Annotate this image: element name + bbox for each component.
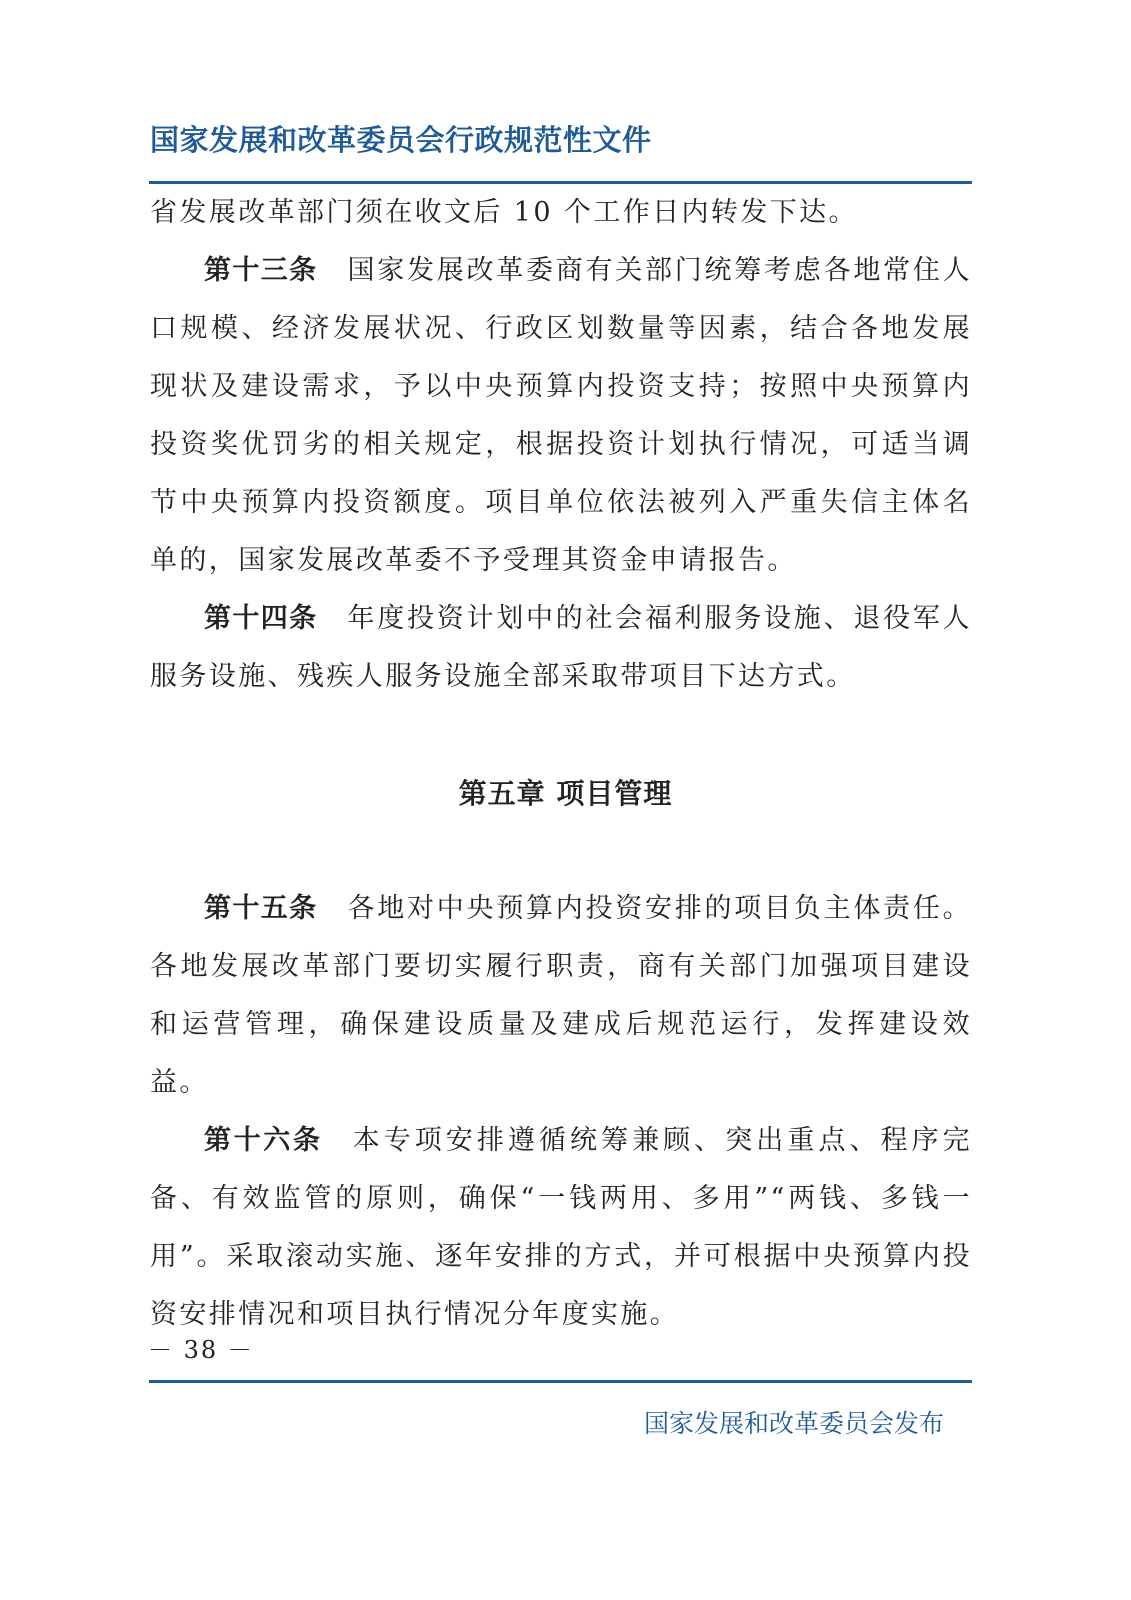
- body-block-upper: [150, 184, 972, 706]
- article-text: 各地对中央预算内投资安排的项目负主体责任。各地发展改革部门要切实履行职责，商有关部门加强项目建设和运营管理，确保建设质量及建成后规范运行，发挥建设效益。: [150, 893, 972, 1098]
- body-block-lower: [150, 880, 972, 1344]
- header-title: 国家发展和改革委员会行政规范性文件: [150, 123, 652, 157]
- chapter-heading: 第五章 项目管理: [458, 777, 673, 810]
- article-label: 第十五条: [204, 893, 318, 924]
- article-15: [150, 880, 972, 1112]
- continuation-paragraph: 省发展改革部门须在收文后 10 个工作日内转发下达。: [150, 197, 858, 228]
- article-label: 第十四条: [204, 603, 318, 634]
- page-number: － 38 －: [148, 1336, 254, 1364]
- footer-publisher: 国家发展和改革委员会发布: [643, 1409, 944, 1438]
- article-16: [150, 1112, 972, 1344]
- article-label: 第十六条: [204, 1125, 323, 1156]
- article-label: 第十三条: [204, 255, 318, 286]
- article-13: [150, 242, 972, 590]
- article-text: 国家发展改革委商有关部门统筹考虑各地常住人口规模、经济发展状况、行政区划数量等因素，结合各地发展现状及建设需求，予以中央预算内投资支持；按照中央预算内投资奖优罚劣的相关规定，根据投资计划执行情况，可适当调节中央预算内投资额度。项目单位依法被列入严重失信主体名单的，国家发展改革委不予受理其资金申请报告。: [150, 255, 972, 576]
- article-text: 本专项安排遵循统筹兼顾、突出重点、程序完备、有效监管的原则，确保“一钱两用、多用”“两钱、多钱一用”。采取滚动实施、逐年安排的方式，并可根据中央预算内投资安排情况和项目执行情况分年度实施。: [150, 1125, 972, 1330]
- article-14: [150, 590, 972, 706]
- footer-divider: [149, 1380, 972, 1383]
- article-text: 年度投资计划中的社会福利服务设施、退役军人服务设施、残疾人服务设施全部采取带项目下达方式。: [150, 603, 972, 692]
